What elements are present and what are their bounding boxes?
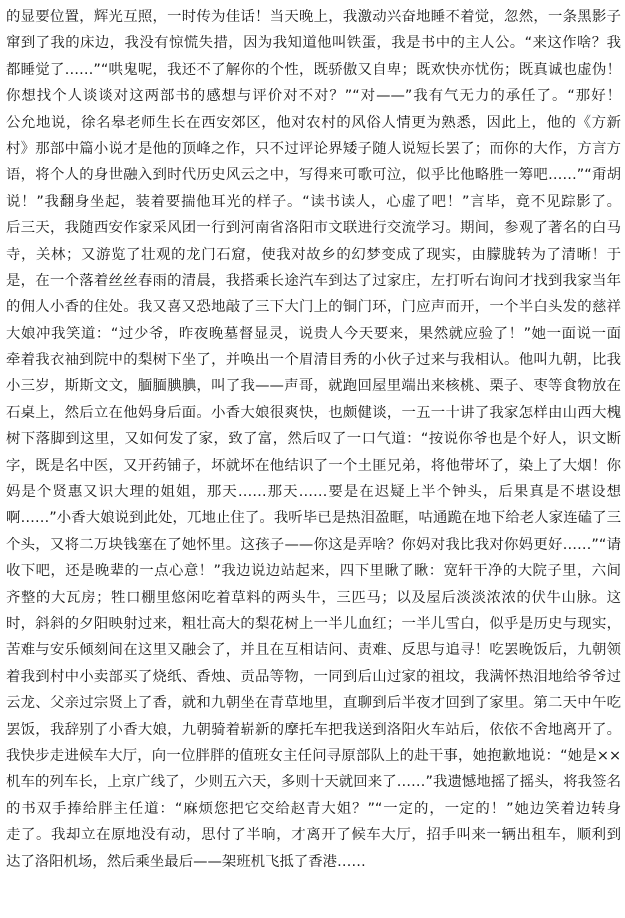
- text-line-22: 收下吧，还是晚辈的一点心意！”我边说边站起来，四下里瞅了瞅：宽轩干净的大院子里，六间: [6, 563, 621, 580]
- text-line-26: 着我到村中小卖部买了烧纸、香烛、贡品等物，一同到后山过家的祖坟，我满怀热泪地给爷爷过: [6, 668, 621, 685]
- text-line-23: 齐整的大瓦房；牲口棚里悠闲吃着草料的两头牛，三匹马；以及屋后淡淡浓浓的伏牛山脉。这: [6, 589, 621, 606]
- text-line-24: 时，斜斜的夕阳映射过来，粗壮高大的梨花树上一半儿血红；一半儿雪白，似乎是历史与现实，: [6, 615, 621, 632]
- text-line-15: 小三岁，斯斯文文，腼腼腆腆，叫了我——声哥，就跑回屋里端出来核桃、栗子、枣等食物放在: [6, 378, 621, 395]
- text-line-31: 的书双手捧给胖主任道：“麻烦您把它交给赵青大姐？”“一定的，一定的！”她边笑着边转身: [6, 800, 621, 817]
- text-line-30: 机车的列车长，上京广线了，少则五六天，多则十天就回来了……”我遗憾地摇了摇头，将我签名: [6, 774, 621, 791]
- text-line-13: 大娘冲我笑道：“过少爷，昨夜晚墓督显灵，说贵人今天要来，果然就应验了！”她一面说一面: [6, 325, 621, 342]
- text-line-9: 后三天，我随西安作家采风团一行到河南省洛阳市文联进行交流学习。期间，参观了著名的白马: [6, 220, 621, 237]
- text-line-32: 走了。我却立在原地没有动，思付了半晌，才离开了候车大厅，招手叫来一辆出租车，顺利到: [6, 827, 621, 844]
- text-line-2: 窜到了我的床边，我没有惊慌失措，因为我知道他叫铁蛋，我是书中的主人公。“来这作啥？我: [6, 35, 621, 52]
- text-line-5: 公允地说，徐名皋老师生长在西安郊区，他对农村的风俗人情更为熟悉，因此上，他的《方新: [6, 114, 621, 131]
- text-line-6: 村》那部中篇小说才是他的顶峰之作，只不过评论界矮子随人说短长罢了；而你的大作，方言方: [6, 140, 621, 157]
- text-line-28: 罢饭，我辞别了小香大娘，九朝骑着崭新的摩托车把我送到洛阳火车站后，依依不舍地离开了。: [6, 721, 621, 738]
- text-line-19: 妈是个贤惠又识大理的姐姐，那天……那天……要是在迟疑上半个钟头，后果真是不堪设想: [6, 484, 621, 501]
- text-line-12: 的佣人小香的住处。我又喜又恐地敲了三下大门上的铜门环，门应声而开，一个半白头发的慈祥: [6, 299, 621, 316]
- text-line-14: 牵着我衣袖到院中的梨树下坐了，并唤出一个眉清目秀的小伙子过来与我相认。他叫九朝，比我: [6, 352, 621, 369]
- text-line-25: 苦难与安乐倾刻间在这里又融会了，并且在互相诘问、责难、反思与追寻！吃罢晚饭后，九朝领: [6, 642, 621, 659]
- text-line-21: 个头，又将二万块钱塞在了她怀里。这孩子——你这是弄啥？你妈对我比我对你妈更好……”“请: [6, 536, 621, 553]
- text-line-18: 字，既是名中医，又开药铺子，坏就坏在他结识了一个土匪兄弟，将他带坏了，染上了大烟！你: [6, 457, 621, 474]
- text-line-17: 树下落脚到这里，又如何发了家，致了富，然后叹了一口气道：“按说你爷也是个好人，识文断: [6, 431, 621, 448]
- text-line-10: 寺，关林；又游览了壮观的龙门石窟，使我对故乡的幻梦变成了现实，由朦胧转为了清晰！于: [6, 246, 621, 263]
- text-line-16: 石桌上，然后立在他妈身后面。小香大娘很爽快，也颇健谈，一五一十讲了我家怎样由山西大槐: [6, 404, 621, 421]
- text-line-3: 都睡觉了……”“哄鬼呢，我还不了解你的个性，既骄傲又自卑；既欢快亦忧伤；既真诚也虚伪！: [6, 61, 621, 78]
- text-line-8: 说！”我翻身坐起，装着要揣他耳光的样子。“读书读人，心虚了吧！”言毕，竟不见踪影了。: [6, 193, 621, 210]
- text-line-20: 啊……”小香大娘说到此处，兀地止住了。我听毕已是热泪盈眶，咕通跪在地下给老人家连磕了三: [6, 510, 621, 527]
- article-body: [6, 4, 621, 875]
- text-line-11: 是，在一个落着丝丝春雨的清晨，我搭乘长途汽车到达了过家庄，左打听右询问才找到我家当年: [6, 272, 621, 289]
- text-line-29: 我快步走进候车大厅，向一位胖胖的值班女主任问寻原部队上的赴干事，她抱歉地说：“她是××: [6, 747, 621, 764]
- text-line-4: 你想找个人谈谈对这两部书的感想与评价对不对？”“对——”我有气无力的承任了。“那好！: [6, 88, 621, 105]
- text-line-27: 云龙、父亲过宗贤上了香，就和九朝坐在青草地里，直聊到后半夜才回到了家里。第二天中午吃: [6, 695, 621, 712]
- text-line-1: 的显要位置，辉光互照，一时传为佳话！当天晚上，我激动兴奋地睡不着觉，忽然，一条黑影子: [6, 9, 621, 25]
- text-line-33: 达了洛阳机场，然后乘坐最后——架班机飞抵了香港……: [6, 853, 366, 870]
- text-line-7: 语，将个人的身世融入到时代历史风云之中，写得来可歌可泣，似乎比他略胜一筹吧……”“甭胡: [6, 167, 621, 184]
